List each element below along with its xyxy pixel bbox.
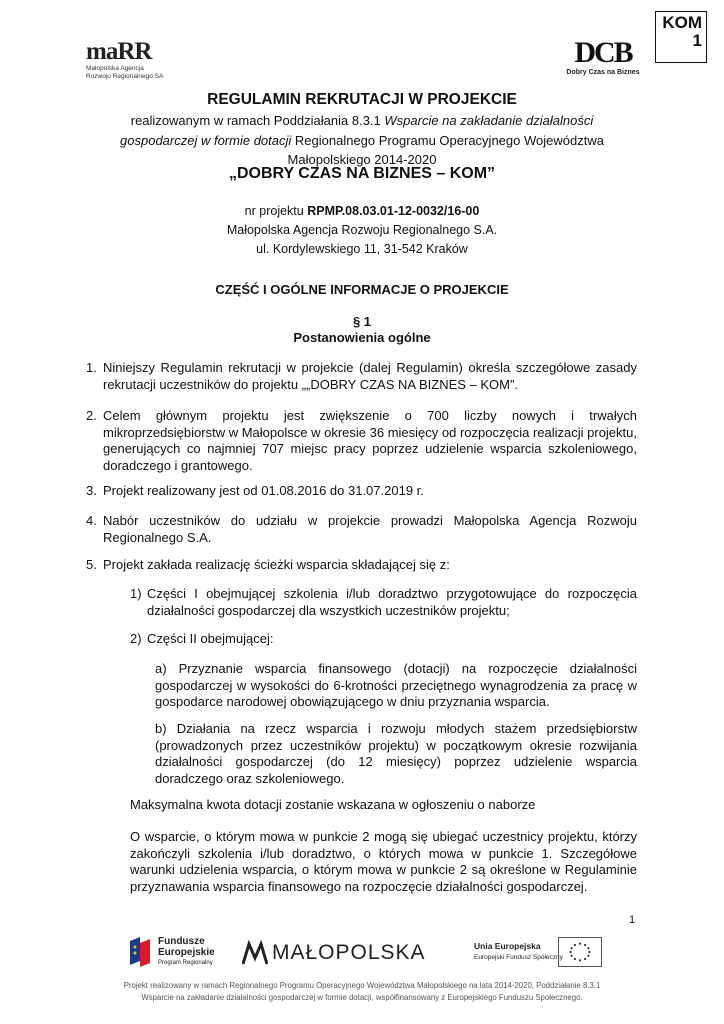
item-number: 2. — [86, 408, 97, 423]
project-address: ul. Kordylewskiego 11, 31-542 Kraków — [256, 242, 468, 256]
paragraph-support-conditions: O wsparcie, o którym mowa w punkcie 2 mogą się ubiegać uczestnicy projektu, którzy zakończyli szkolenia i/lub doradztwo, o których mowa w punkcie 1. Szczegółowe warunki udzielenia wsparcia, o którym mowa w punkcie 2 są określone w Regulaminie przyznawania wsparcia finansowego na rozpoczęcie działalności gospodarczej. — [130, 829, 637, 894]
subtitle-text-2: Regionalnego Programu Operacyjnego Województwa — [291, 132, 604, 148]
letter-item-a: a) Przyznanie wsparcia finansowego (dotacji) na rozpoczęcie działalności gospodarczej w wysokości do 6-krotności przeciętnego wynagrodzenia za pracę w gospodarce narodowej obowiązującego w dniu przyznania wsparcia. — [155, 661, 637, 709]
project-info — [80, 202, 644, 259]
project-number-label: nr projektu — [244, 204, 308, 218]
document-title: REGULAMIN REKRUTACJI W PROJEKCIE — [207, 91, 517, 108]
dcb-logo-word: DCB — [574, 36, 632, 69]
part-title: CZĘŚĆ I OGÓLNE INFORMACJE O PROJEKCIE — [215, 282, 509, 297]
item-text: Celem głównym projektu jest zwiększenie o 700 liczby nowych i trwałych mikroprzedsiębiorstw w Małopolsce w okresie 36 miesięcy od rozpoczęcia realizacji projektu, generujących co najmniej 707 miejsc pracy poprzez udzielenie wsparcia szkoleniowego, doradczego i grantowego. — [103, 408, 637, 473]
dcb-logo-sub: Dobry Czas na Biznes — [566, 69, 640, 76]
item-text: Projekt zakłada realizację ścieżki wsparcia składającej się z: — [103, 557, 450, 572]
subtitle-italic-1: Wsparcie na zakładanie działalności — [384, 113, 594, 128]
item-number: 4. — [86, 513, 97, 528]
page-number: 1 — [629, 914, 636, 926]
footer-note-line1: Projekt realizowany w ramach Regionalnego Programu Operacyjnego Województwa Małopolskiego na lata 2014-2020, Poddziałanie 8.3.1 — [123, 981, 601, 990]
malopolska-mountain-icon — [242, 940, 268, 966]
malopolska-logo-text: MAŁOPOLSKA — [272, 941, 426, 964]
dcb-logo — [548, 38, 658, 76]
section-number: § 1 — [352, 314, 372, 329]
project-name: „DOBRY CZAS NA BIZNES – KOM” — [228, 165, 496, 182]
marr-logo-sub1: Małopolska Agencja — [86, 65, 144, 72]
letter-item-b: b) Działania na rzecz wsparcia i rozwoju młodych stażem przedsiębiorstw (prowadzonych przez uczestników projektu) w początkowym okresie rozwijania działalności gospodarczej (do 12 miesięcy) poprzez udzielenie wsparcia doradczego oraz szkoleniowego. — [155, 721, 637, 786]
fundusze-europejskie-logo — [128, 935, 228, 971]
document-subtitle — [80, 111, 644, 170]
marr-logo-word — [86, 40, 196, 64]
marr-logo — [86, 40, 196, 81]
subitem-number: 1) — [130, 586, 142, 601]
subtitle-text-3: Małopolskiego 2014-2020 — [287, 152, 437, 167]
unia-europejska-logo — [474, 937, 604, 969]
item-text: Projekt realizowany jest od 01.08.2016 do 31.07.2019 r. — [103, 483, 424, 498]
section-title: Postanowienia ogólne — [293, 330, 431, 345]
marr-logo-ma: ma — [86, 38, 118, 65]
project-number-value: RPMP.08.03.01-12-0032/16-00 — [307, 204, 480, 218]
subitem-text: Części II obejmującej: — [147, 631, 274, 646]
document-code-number: 1 — [692, 31, 702, 50]
footer-note — [100, 980, 624, 1004]
ue-logo-line2: Europejski Fundusz Społeczny — [474, 954, 563, 961]
fe-logo-line1: Fundusze — [158, 936, 205, 947]
fe-logo-text — [158, 936, 215, 969]
subitem-text: Części I obejmującej szkolenia i/lub doradztwo przygotowujące do rozpoczęcia działalności gospodarczej dla wszystkich uczestników projektu; — [147, 586, 637, 618]
fe-flag-icon — [128, 937, 152, 967]
item-number: 3. — [86, 483, 97, 498]
document-code: KOM — [662, 13, 702, 32]
eu-flag-icon — [558, 937, 602, 967]
marr-logo-sub2: Rozwoju Regionalnego SA — [86, 73, 164, 80]
subtitle-text-1: realizowanym w ramach Poddziałania 8.3.1 — [130, 113, 385, 128]
footer-note-line2: Wsparcie na zakładanie działalności gospodarczej w formie dotacji, współfinansowany z Europejskiego Funduszu Społecznego. — [141, 993, 583, 1002]
ue-logo-line1: Unia Europejska — [474, 941, 541, 951]
marr-logo-rr: RR — [117, 38, 152, 65]
paragraph-max-amount: Maksymalna kwota dotacji zostanie wskazana w ogłoszeniu o naborze — [130, 797, 536, 812]
fe-logo-line3: Program Regionalny — [158, 960, 213, 966]
document-code-box — [655, 11, 707, 63]
project-org: Małopolska Agencja Rozwoju Regionalnego S.A. — [226, 223, 498, 237]
ue-logo-text — [474, 940, 563, 964]
item-text: Nabór uczestników do udziału w projekcie prowadzi Małopolska Agencja Rozwoju Regionalnego S.A. — [103, 513, 637, 545]
subtitle-italic-2: gospodarczej w formie dotacji — [120, 132, 292, 148]
item-number: 1. — [86, 360, 97, 375]
item-text: Niniejszy Regulamin rekrutacji w projekcie (dalej Regulamin) określa szczegółowe zasady rekrutacji uczestników do projektu „„DOBRY CZAS NA BIZNES – KOM”. — [103, 360, 637, 392]
fe-logo-line2: Europejskie — [158, 947, 215, 958]
malopolska-logo — [242, 938, 442, 970]
project-number — [80, 202, 644, 221]
item-number: 5. — [86, 557, 97, 572]
subitem-number: 2) — [130, 631, 142, 646]
